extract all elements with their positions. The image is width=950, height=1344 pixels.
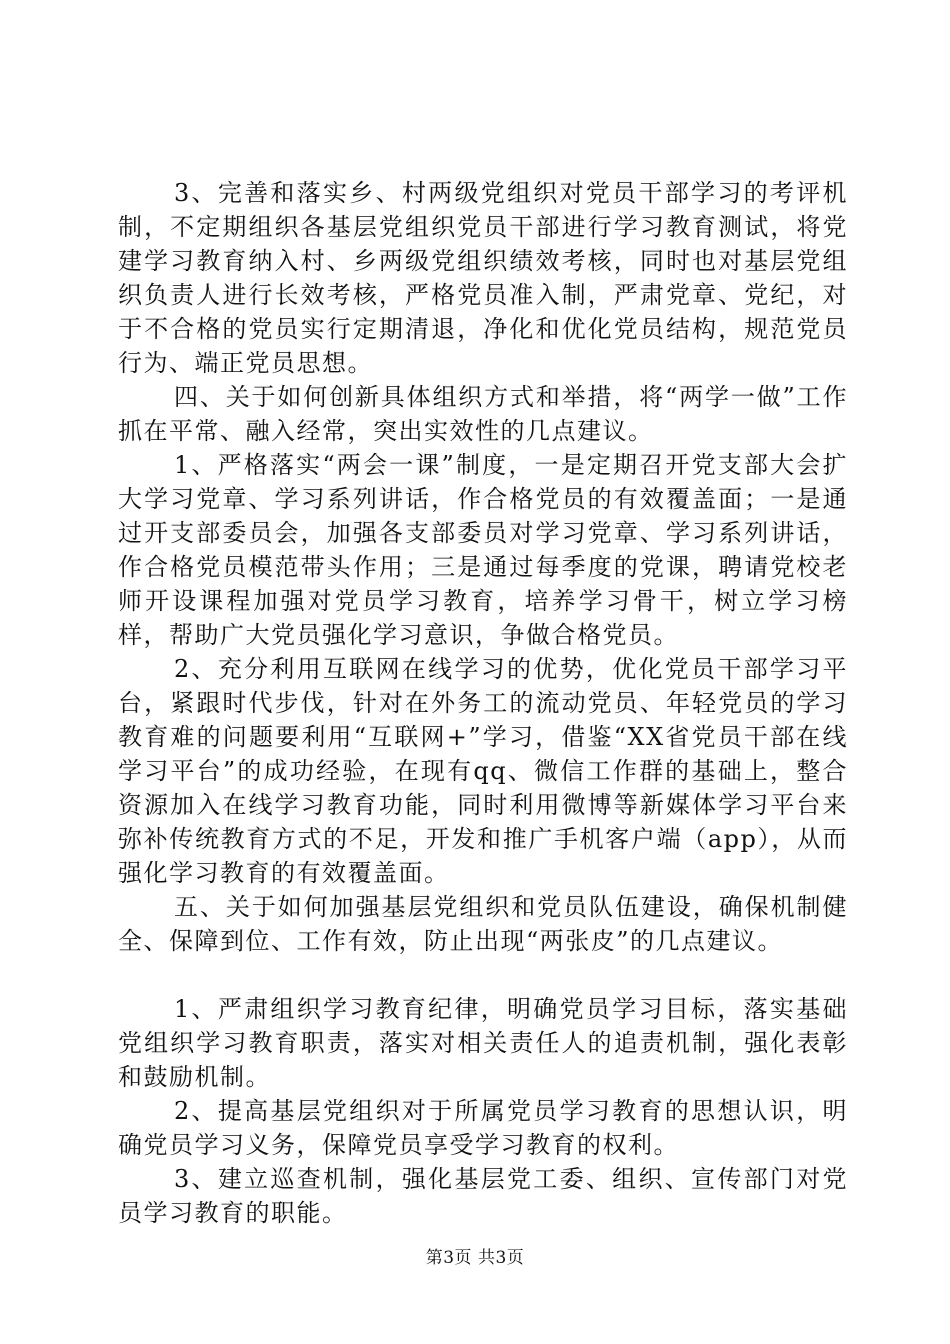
paragraph-5-2: 2、提高基层党组织对于所属党员学习教育的思想认识，明确党员学习义务，保障党员享受学习教育的权利。 (118, 1097, 848, 1159)
paragraph-3-evaluation: 3、完善和落实乡、村两级党组织对党员干部学习的考评机制，不定期组织各基层党组织党员干部进行学习教育测试，将党建学习教育纳入村、乡两级党组织绩效考核，同时也对基层党组织负责人进行长效考核，严格党员准入制，严肃党章、党纪，对于不合格的党员实行定期清退，净化和优化党员结构，规范党员行为、端正党员思想。 (118, 179, 848, 377)
paragraph-4-1: 1、严格落实“两会一课”制度，一是定期召开党支部大会扩大学习党章、学习系列讲话，作合格党员的有效覆盖面；一是通过开支部委员会，加强各支部委员对学习党章、学习系列讲话，作合格党员模范带头作用；三是通过每季度的党课，聘请党校老师开设课程加强对党员学习教育，培养学习骨干，树立学习榜样，帮助广大党员强化学习意识，争做合格党员。 (118, 451, 848, 649)
section-heading-5: 五、关于如何加强基层党组织和党员队伍建设，确保机制健全、保障到位、工作有效，防止出现“两张皮”的几点建议。 (118, 893, 848, 955)
section-heading-4: 四、关于如何创新具体组织方式和举措，将“两学一做”工作抓在平常、融入经常，突出实效性的几点建议。 (118, 383, 848, 445)
page-footer: 第3页 共3页 (425, 1248, 525, 1268)
paragraph-5-3: 3、建立巡查机制，强化基层党工委、组织、宣传部门对党员学习教育的职能。 (118, 1165, 848, 1227)
document-body (118, 176, 848, 1230)
paragraph-4-2: 2、充分利用互联网在线学习的优势，优化党员干部学习平台，紧跟时代步伐，针对在外务工的流动党员、年轻党员的学习教育难的问题要利用“互联网+”学习，借鉴“XX省党员干部在线学习平台”的成功经验，在现有qq、微信工作群的基础上，整合资源加入在线学习教育功能，同时利用微博等新媒体学习平台来弥补传统教育方式的不足，开发和推广手机客户端（app），从而强化学习教育的有效覆盖面。 (118, 655, 848, 887)
paragraph-5-1: 1、严肃组织学习教育纪律，明确党员学习目标，落实基础党组织学习教育职责，落实对相关责任人的追责机制，强化表彰和鼓励机制。 (118, 995, 848, 1091)
